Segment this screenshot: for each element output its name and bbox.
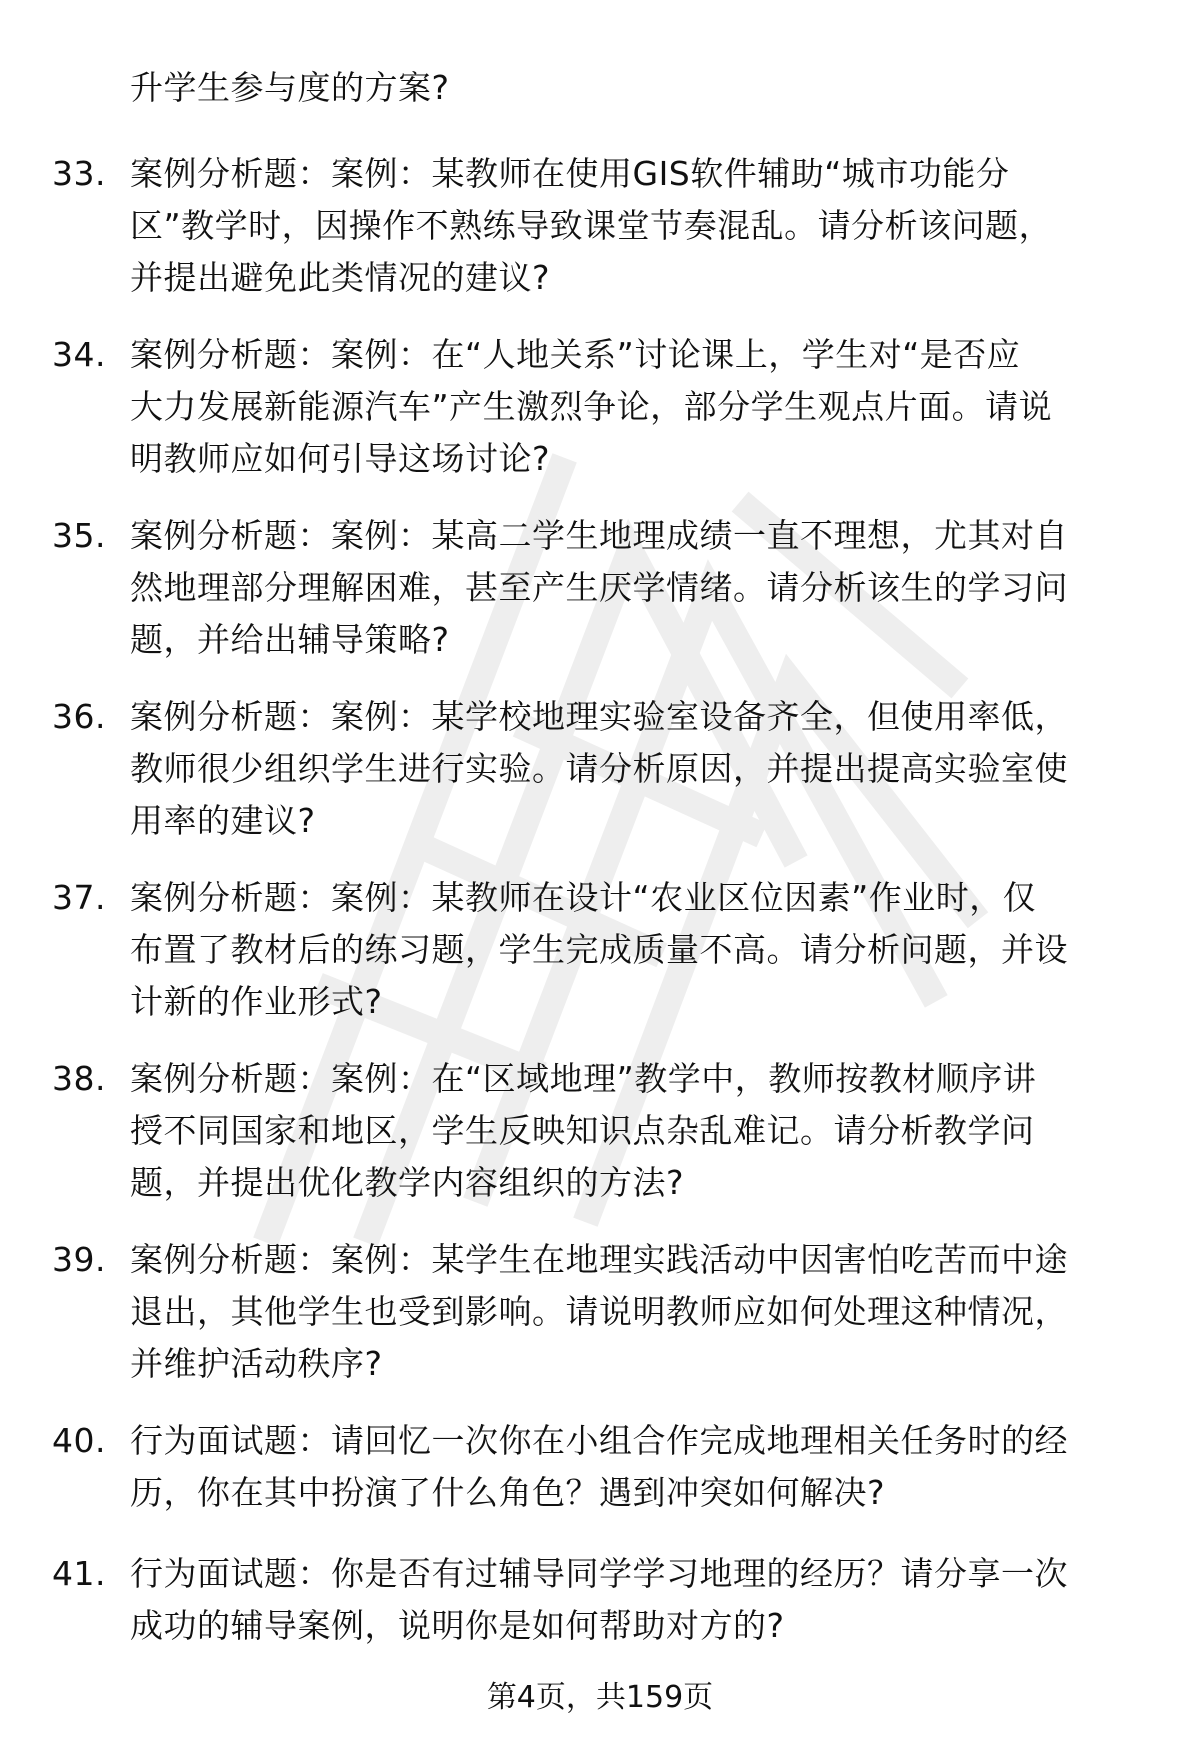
question-line: 授不同国家和地区，学生反映知识点杂乱难记。请分析教学问 [130, 1111, 1035, 1150]
question-number: 40. [52, 1421, 106, 1460]
page-number-footer: 第4页，共159页 [486, 1680, 714, 1715]
question-line: 并维护活动秩序? [130, 1344, 383, 1383]
question-line: 案例分析题：案例：在“区域地理”教学中，教师按教材顺序讲 [130, 1059, 1037, 1098]
question-number: 36. [52, 697, 106, 736]
question-line: 案例分析题：案例：某教师在设计“农业区位因素”作业时，仅 [130, 878, 1037, 917]
question-32-continuation: 升学生参与度的方案? [130, 68, 450, 107]
question-33 [52, 148, 1152, 304]
question-line: 布置了教材后的练习题，学生完成质量不高。请分析问题，并设 [130, 930, 1068, 969]
question-number: 34. [52, 335, 106, 374]
question-line: 区”教学时，因操作不熟练导致课堂节奏混乱。请分析该问题， [130, 206, 1053, 245]
question-number: 35. [52, 516, 106, 555]
question-line: 退出，其他学生也受到影响。请说明教师应如何处理这种情况， [130, 1292, 1068, 1331]
question-line: 然地理部分理解困难，甚至产生厌学情绪。请分析该生的学习问 [130, 568, 1068, 607]
question-line: 行为面试题：你是否有过辅导同学学习地理的经历？请分享一次 [130, 1554, 1068, 1593]
question-36 [52, 691, 1152, 847]
question-number: 33. [52, 154, 106, 193]
question-41 [52, 1548, 1152, 1652]
question-line: 题，并提出优化教学内容组织的方法? [130, 1163, 685, 1202]
question-line: 成功的辅导案例，说明你是如何帮助对方的? [130, 1606, 785, 1645]
question-line: 案例分析题：案例：某学校地理实验室设备齐全，但使用率低， [130, 697, 1068, 736]
question-number: 38. [52, 1059, 106, 1098]
question-number: 39. [52, 1240, 106, 1279]
question-line: 行为面试题：请回忆一次你在小组合作完成地理相关任务时的经 [130, 1421, 1068, 1460]
question-line: 案例分析题：案例：某教师在使用GIS软件辅助“城市功能分 [130, 154, 1010, 193]
question-35 [52, 510, 1152, 666]
question-number: 41. [52, 1554, 106, 1593]
question-line: 并提出避免此类情况的建议? [130, 258, 551, 297]
question-line: 教师很少组织学生进行实验。请分析原因，并提出提高实验室使 [130, 749, 1068, 788]
question-line: 题，并给出辅导策略? [130, 620, 450, 659]
question-line: 明教师应如何引导这场讨论? [130, 439, 551, 478]
question-39 [52, 1234, 1152, 1390]
question-37 [52, 872, 1152, 1028]
question-38 [52, 1053, 1152, 1209]
question-line: 大力发展新能源汽车”产生激烈争论，部分学生观点片面。请说 [130, 387, 1053, 426]
question-number: 37. [52, 878, 106, 917]
question-line: 案例分析题：案例：某学生在地理实践活动中因害怕吃苦而中途 [130, 1240, 1068, 1279]
question-line: 历，你在其中扮演了什么角色？遇到冲突如何解决? [130, 1473, 886, 1512]
question-40 [52, 1415, 1152, 1519]
question-line: 案例分析题：案例：在“人地关系”讨论课上，学生对“是否应 [130, 335, 1021, 374]
question-line: 用率的建议? [130, 801, 316, 840]
question-34 [52, 329, 1152, 485]
question-line: 案例分析题：案例：某高二学生地理成绩一直不理想，尤其对自 [130, 516, 1068, 555]
question-line: 计新的作业形式? [130, 982, 383, 1021]
